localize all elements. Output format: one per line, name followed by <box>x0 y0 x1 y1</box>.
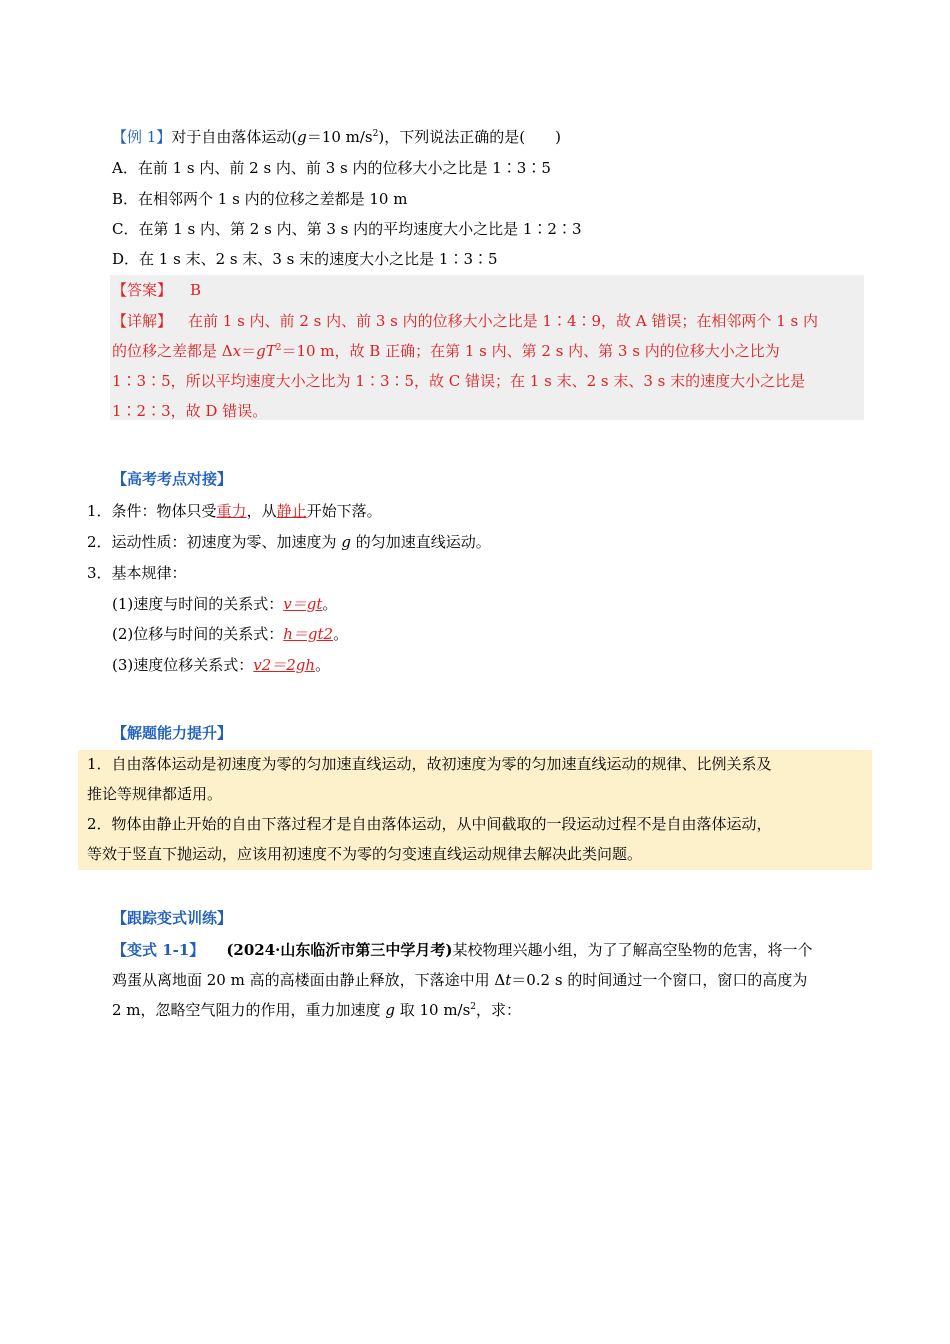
law-1: (1)速度与时间的关系式：v＝gt。 <box>112 595 338 613</box>
ability-line-3: 2．物体由静止开始的自由下落过程才是自由落体运动，从中间截取的一段运动过程不是自由落体运动， <box>87 815 772 833</box>
option-a: A．在前 1 s 内、前 2 s 内、前 3 s 内的位移大小之比是 1∶3∶5 <box>112 159 551 177</box>
answer-value: B <box>190 281 202 299</box>
law-3: (3)速度位移关系式：v2＝2gh。 <box>112 656 331 674</box>
training-line-2: 鸡蛋从离地面 20 m 高的高楼面由静止释放，下落途中用 Δt＝0.2 s 的时间通过一个窗口，窗口的高度为 <box>112 971 808 989</box>
ability-line-2: 推论等规律都适用。 <box>87 785 223 803</box>
training-heading: 【跟踪变式训练】 <box>112 909 233 927</box>
exam-point-1: 1．条件：物体只受重力，从静止开始下落。 <box>87 502 382 520</box>
ability-line-4: 等效于竖直下抛运动，应该用初速度不为零的匀变速直线运动规律去解决此类问题。 <box>87 845 643 863</box>
variant-label: 【变式 1-1】 <box>112 941 205 959</box>
exam-point-3: 3．基本规律： <box>87 564 187 582</box>
detail-line-2: 的位移之差都是 $\Delta x=gT^2=10$ m，故 B 正确；在第 1 s 内、第 2 s 内、第 3 s 内的位移大小之比为 <box>112 342 780 360</box>
example-label: 【例 1】 <box>112 128 172 146</box>
training-line-3: 2 m，忽略空气阻力的作用，重力加速度 g 取 10 $m/s^2$，求： <box>112 1001 522 1019</box>
exam-points-heading: 【高考考点对接】 <box>112 470 233 488</box>
training-line-1: 【变式 1-1】 (2024·山东临沂市第三中学月考)某校物理兴趣小组，为了了解高空坠物的危害，将一个 <box>112 941 813 959</box>
variant-source: (2024·山东临沂市第三中学月考) <box>226 941 453 959</box>
ability-line-1: 1．自由落体运动是初速度为零的匀加速直线运动，故初速度为零的匀加速直线运动的规律、比例关系及 <box>87 755 772 773</box>
option-d: D．在 1 s 末、2 s 末、3 s 末的速度大小之比是 1∶3∶5 <box>112 250 498 268</box>
detail-line-4: 1∶2∶3，故 D 错误。 <box>112 402 268 420</box>
detail-line-3: 1∶3∶5，所以平均速度大小之比为 1∶3∶5，故 C 错误；在 1 s 末、2 s 末、3 s 末的速度大小之比是 <box>112 372 806 390</box>
law-2: (2)位移与时间的关系式：h＝gt2。 <box>112 625 349 643</box>
law-2-formula: h＝gt2 <box>283 625 334 643</box>
answer-line <box>112 280 201 300</box>
law-3-formula: v2＝2gh <box>253 656 316 674</box>
option-b: B．在相邻两个 1 s 内的位移之差都是 10 m <box>112 190 408 208</box>
detail-line-1: 【详解】 在前 1 s 内、前 2 s 内、前 3 s 内的位移大小之比是 1∶4∶9，故 A 错误；在相邻两个 1 s 内 <box>112 312 818 330</box>
option-c: C．在第 1 s 内、第 2 s 内、第 3 s 内的平均速度大小之比是 1∶2∶3 <box>112 220 582 238</box>
answer-label: 【答案】 <box>112 281 173 299</box>
example-stem: 【例 1】对于自由落体运动(g＝10 $m/s^2$)，下列说法正确的是( ) <box>112 128 561 146</box>
law-1-formula: v＝gt <box>283 595 323 613</box>
exam-point-2: 2．运动性质：初速度为零、加速度为 g 的匀加速直线运动。 <box>87 533 491 551</box>
ability-heading: 【解题能力提升】 <box>112 724 233 742</box>
detail-label: 【详解】 <box>112 312 173 330</box>
